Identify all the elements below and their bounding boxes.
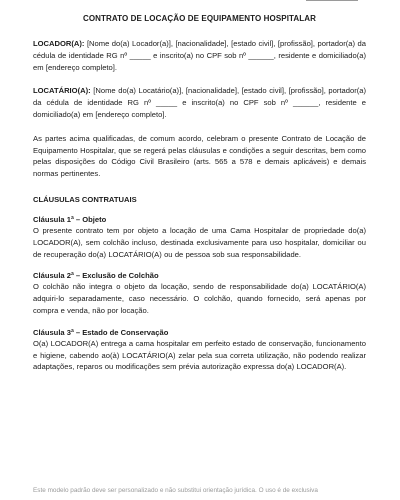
section-heading: CLÁUSULAS CONTRATUAIS xyxy=(33,194,137,204)
clause-3-text: O(a) LOCADOR(A) entrega a cama hospitalar em perfeito estado de conservação, funcionamento e higiene, cabendo ao(à) LOCATÁRIO(A) zelar pela sua correta utilização, não podendo realizar adaptações, reparos ou modificações sem prévia autorização expressa do(a) LOCADOR(A). xyxy=(33,338,366,372)
locador-label: LOCADOR(A): xyxy=(33,39,85,48)
document-body xyxy=(33,14,366,373)
clause-1-heading: Cláusula 1ª – Objeto xyxy=(33,214,107,224)
locatario-label: LOCATÁRIO(A): xyxy=(33,86,91,96)
footer-disclaimer: Este modelo padrão deve ser personalizado e não substitui orientação jurídica. O uso é de exclusiva xyxy=(33,487,318,494)
header-rule xyxy=(306,0,358,1)
locatario-paragraph xyxy=(33,85,366,120)
document-title: CONTRATO DE LOCAÇÃO DE EQUIPAMENTO HOSPITALAR xyxy=(82,14,317,23)
clause-2-text: O colchão não integra o objeto da locação, sendo de responsabilidade do(a) LOCATÁRIO(A) adquiri-lo separadamente, caso necessário. O colchão, quando fornecido, será apenas por compra e venda, não por locação. xyxy=(33,282,366,315)
clause-3-heading: Cláusula 3ª – Estado de Conservação xyxy=(33,327,169,337)
intro-paragraph: As partes acima qualificadas, de comum acordo, celebram o presente Contrato de Locação de Equipamento Hospitalar, que se regerá pelas cláusulas e condições a seguir descritas, bem como pelas disposições do Código Civil Brasileiro (arts. 565 a 578 e demais aplicáveis) e demais normas pertinentes. xyxy=(33,133,366,179)
clause-2-heading: Cláusula 2ª – Exclusão de Colchão xyxy=(33,271,159,281)
locador-text: [Nome do(a) Locador(a)], [nacionalidade], [estado civil], [profissão], portador(a) da cédula de identidade RG nº _____ e inscrito(a) no CPF sob nº ______, residente e domiciliado(a) em [endereço completo]. xyxy=(33,39,366,72)
clause-1-text: O presente contrato tem por objeto a locação de uma Cama Hospitalar de propriedade do(a) LOCADOR(A), sem colchão incluso, destinada exclusivamente para uso hospitalar, domiciliar ou de recuperação do(a) LOCATÁRIO(A) ou de pessoa sob sua responsabilidade. xyxy=(33,225,366,259)
locador-paragraph xyxy=(33,38,366,73)
locatario-text: [Nome do(a) Locatário(a)], [nacionalidade], [estado civil], [profissão], portador(a) da cédula de identidade RG nº _____ e inscrito(a) no CPF sob nº ______, residente e domiciliado(a) em [endereço completo]. xyxy=(33,86,366,119)
